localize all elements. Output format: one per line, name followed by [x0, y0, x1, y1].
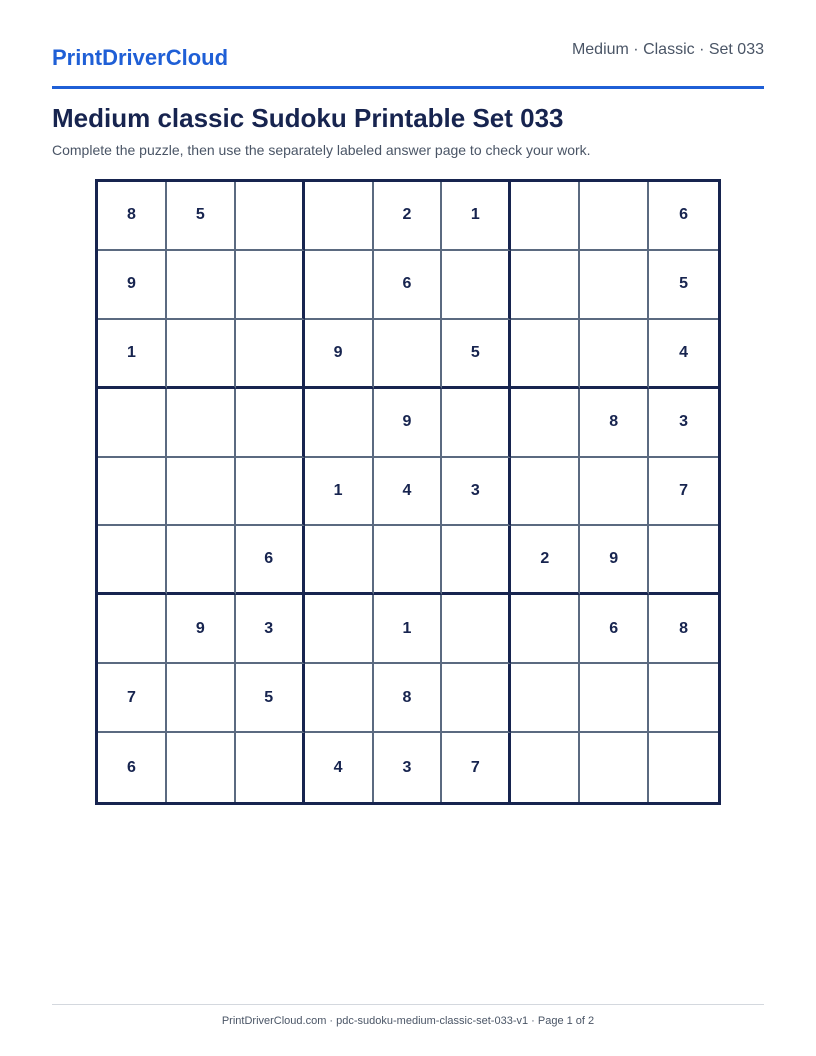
sudoku-cell[interactable]	[649, 733, 718, 802]
sudoku-cell[interactable]: 3	[649, 389, 718, 458]
sudoku-cell[interactable]	[511, 733, 580, 802]
sudoku-cell[interactable]	[167, 458, 236, 527]
sudoku-cell[interactable]	[580, 182, 649, 251]
sudoku-cell[interactable]	[236, 320, 305, 389]
sudoku-cell[interactable]	[167, 320, 236, 389]
sudoku-cell[interactable]	[167, 389, 236, 458]
sudoku-cell[interactable]	[305, 251, 374, 320]
sudoku-cell[interactable]: 9	[374, 389, 443, 458]
sudoku-cell[interactable]	[511, 664, 580, 733]
sudoku-cell[interactable]	[511, 251, 580, 320]
sudoku-cell[interactable]	[442, 251, 511, 320]
sudoku-cell[interactable]	[511, 182, 580, 251]
page-title: Medium classic Sudoku Printable Set 033	[52, 103, 564, 133]
sudoku-cell[interactable]: 8	[374, 664, 443, 733]
sudoku-cell[interactable]: 9	[580, 526, 649, 595]
sudoku-cell[interactable]	[305, 526, 374, 595]
sudoku-cell[interactable]: 6	[649, 182, 718, 251]
sudoku-cell[interactable]	[98, 389, 167, 458]
sudoku-cell[interactable]	[649, 664, 718, 733]
sudoku-cell[interactable]	[305, 595, 374, 664]
sudoku-cell[interactable]	[167, 733, 236, 802]
sudoku-cell[interactable]: 7	[649, 458, 718, 527]
sudoku-cell[interactable]	[511, 458, 580, 527]
sudoku-cell[interactable]	[580, 733, 649, 802]
sudoku-cell[interactable]: 7	[98, 664, 167, 733]
sudoku-cell[interactable]: 6	[236, 526, 305, 595]
sudoku-cell[interactable]	[511, 389, 580, 458]
sudoku-cell[interactable]	[580, 458, 649, 527]
sudoku-cell[interactable]	[167, 251, 236, 320]
sudoku-cell[interactable]	[305, 664, 374, 733]
sudoku-cell[interactable]	[167, 526, 236, 595]
sudoku-cell[interactable]: 3	[442, 458, 511, 527]
puzzle-meta: Medium · Classic · Set 033	[571, 41, 764, 58]
sudoku-cell[interactable]: 4	[649, 320, 718, 389]
page-subtitle: Complete the puzzle, then use the separately labeled answer page to check your work.	[52, 142, 591, 158]
sudoku-cell[interactable]	[580, 320, 649, 389]
sudoku-cell[interactable]: 1	[374, 595, 443, 664]
sudoku-cell[interactable]	[236, 733, 305, 802]
sudoku-cell[interactable]	[98, 458, 167, 527]
sudoku-cell[interactable]: 7	[442, 733, 511, 802]
sudoku-cell[interactable]: 6	[580, 595, 649, 664]
sudoku-cell[interactable]: 5	[442, 320, 511, 389]
sudoku-cell[interactable]	[511, 595, 580, 664]
sudoku-cell[interactable]	[442, 526, 511, 595]
sudoku-cell[interactable]	[236, 389, 305, 458]
sudoku-cell[interactable]: 5	[167, 182, 236, 251]
sudoku-cell[interactable]: 1	[305, 458, 374, 527]
brand-logo: PrintDriverCloud	[52, 45, 229, 70]
sudoku-cell[interactable]: 8	[649, 595, 718, 664]
sudoku-cell[interactable]: 3	[236, 595, 305, 664]
sudoku-cell[interactable]	[580, 251, 649, 320]
sudoku-cell[interactable]: 2	[511, 526, 580, 595]
sudoku-cell[interactable]: 1	[442, 182, 511, 251]
sudoku-cell[interactable]	[305, 182, 374, 251]
sudoku-cell[interactable]: 5	[649, 251, 718, 320]
page-header	[52, 40, 764, 89]
sudoku-cell[interactable]	[98, 595, 167, 664]
sudoku-cell[interactable]	[442, 389, 511, 458]
sudoku-cell[interactable]: 3	[374, 733, 443, 802]
sudoku-cell[interactable]: 4	[374, 458, 443, 527]
sudoku-cell[interactable]	[236, 251, 305, 320]
sudoku-cell[interactable]	[236, 458, 305, 527]
sudoku-cell[interactable]	[442, 595, 511, 664]
sudoku-cell[interactable]: 2	[374, 182, 443, 251]
sudoku-cell[interactable]: 5	[236, 664, 305, 733]
sudoku-cell[interactable]	[442, 664, 511, 733]
sudoku-cell[interactable]	[374, 526, 443, 595]
sudoku-cell[interactable]	[98, 526, 167, 595]
sudoku-cell[interactable]: 9	[167, 595, 236, 664]
sudoku-cell[interactable]: 9	[305, 320, 374, 389]
sudoku-cell[interactable]	[374, 320, 443, 389]
sudoku-cell[interactable]: 6	[374, 251, 443, 320]
sudoku-cell[interactable]	[580, 664, 649, 733]
sudoku-cell[interactable]: 9	[98, 251, 167, 320]
sudoku-cell[interactable]: 4	[305, 733, 374, 802]
sudoku-cell[interactable]: 1	[98, 320, 167, 389]
sudoku-cell[interactable]: 8	[580, 389, 649, 458]
sudoku-grid	[95, 179, 721, 805]
sudoku-cell[interactable]	[649, 526, 718, 595]
page-footer: PrintDriverCloud.com · pdc-sudoku-medium-classic-set-033-v1 · Page 1 of 2	[52, 1004, 764, 1027]
sudoku-cell[interactable]: 8	[98, 182, 167, 251]
sudoku-cell[interactable]	[305, 389, 374, 458]
sudoku-cell[interactable]: 6	[98, 733, 167, 802]
sudoku-cell[interactable]	[167, 664, 236, 733]
sudoku-cell[interactable]	[511, 320, 580, 389]
sudoku-cell[interactable]	[236, 182, 305, 251]
